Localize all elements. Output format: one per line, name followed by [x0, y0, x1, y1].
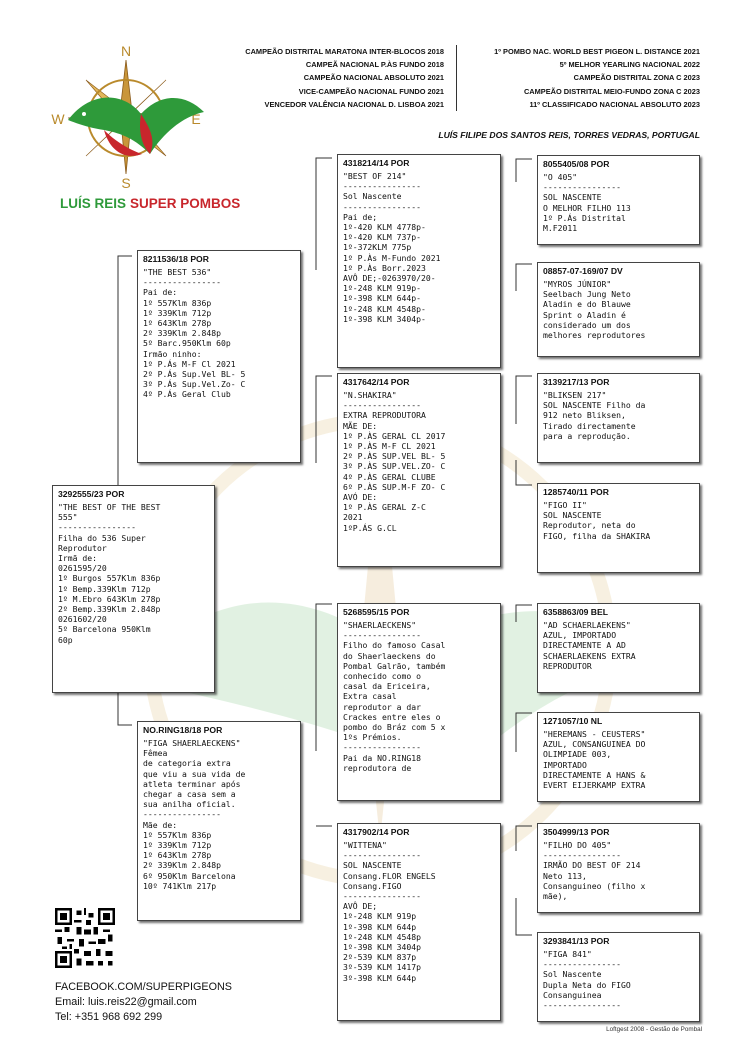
award-line: CAMPEÃO DISTRITAL MEIO-FUNDO ZONA C 2023: [523, 86, 700, 96]
ring-number: 3139217/13 POR: [543, 377, 610, 387]
pigeon-details: "AD SCHAERLAEKENS" AZUL, IMPORTADO DIRECTAMENTE A AD SCHAERLAEKENS EXTRA REPRODUTOR: [543, 620, 636, 671]
contact-info: [55, 980, 232, 1025]
pigeon-details: "FIGA 841" ---------------- Sol Nascente Dupla Neta do FIGO Consanguinea ----------------: [543, 949, 631, 1011]
ring-number: 1285740/11 POR: [543, 487, 609, 497]
ring-number: 6358863/09 BEL: [543, 607, 608, 617]
ring-number: 8055405/08 POR: [543, 159, 610, 169]
brand-name-green: LUÍS REIS: [59, 196, 126, 211]
award-line: CAMPEÃO DISTRITAL MARATONA INTER-BLOCOS 2018: [245, 47, 444, 56]
pigeon-details: "FIGO II" SOL NASCENTE Reprodutor, neta do FIGO, filha da SHAKIRA: [543, 500, 651, 541]
email-link[interactable]: Email: luis.reis22@gmail.com: [55, 996, 197, 1008]
pigeon-details: "BEST OF 214" ---------------- Sol Nascente ---------------- Pai de; 1º-420 KLM 4778p- 1º-420 KLM 737p- 1º-372KLM 775p 1º P.Às M-Fundo 2021 1º P.Às Borr.2023 AVÔ DE;-0263970/20- 1º-248 KLM 919p- 1º-398 KLM 644p- 1º-248 KLM 4548p- 1º-398 KLM 3404p-: [343, 171, 441, 324]
award-line: VENCEDOR VALÊNCIA NACIONAL D. LISBOA 2021: [264, 99, 444, 109]
compass-e-letter: E: [191, 111, 201, 127]
pedigree-card-sdd: [537, 483, 700, 573]
brand-name-red: SUPER POMBOS: [130, 196, 241, 211]
pigeon-details: "HEREMANS - CEUSTERS" AZUL, CONSANGUINEA DO OLIMPIADE 003, IMPORTADO DIRECTAMENTE A HANS & EVERT EIJERKAMP EXTRA: [543, 729, 646, 791]
ring-number: 3292555/23 POR: [58, 489, 125, 499]
ring-number: 3504999/13 POR: [543, 827, 610, 837]
pedigree-card-dam-dam: [337, 823, 501, 1021]
pedigree-card-sss: [537, 155, 700, 245]
pigeon-details: "THE BEST OF THE BEST 555" ---------------- Filha do 536 Super Reprodutor Irmã de: 0261595/20 1º Burgos 557Klm 836p 1º Bemp.339Klm 712p 1º M.Ebro 643Klm 278p 2º Bemp.339Klm 2.848p 0261602/20 5º Barcelona 950Klm 60p: [58, 502, 161, 645]
compass-n-letter: N: [120, 43, 132, 59]
software-credit: Loftgest 2008 - Gestão de Pombal: [606, 1026, 702, 1033]
pedigree-card-ddd: [537, 932, 700, 1022]
pedigree-card-ssd: [537, 262, 700, 357]
pedigree-card-dam: [137, 721, 301, 921]
award-line: 1º POMBO NAC. WORLD BEST PIGEON L. DISTANCE 2021: [494, 47, 700, 56]
ring-number: 4317902/14 POR: [343, 827, 410, 837]
ring-number: 8211536/18 POR: [143, 254, 209, 264]
ring-number: 5268595/15 POR: [343, 607, 410, 617]
pedigree-card-sds: [537, 373, 700, 463]
compass-s-letter: S: [121, 175, 131, 191]
pigeon-details: "BLIKSEN 217" SOL NASCENTE Filho da 912 neto Bliksen, Tirado directamente para a reprodução.: [543, 390, 646, 441]
pigeon-details: "O 405" ---------------- SOL NASCENTE O MELHOR FILHO 113 1º P.Ás Distrital M.F2011: [543, 172, 631, 234]
award-line: VICE-CAMPEÃO NACIONAL FUNDO 2021: [298, 86, 444, 96]
facebook-link[interactable]: FACEBOOK.COM/SUPERPIGEONS: [55, 981, 232, 993]
ring-number: 08857-07-169/07 DV: [543, 266, 623, 276]
compass-w-letter: W: [51, 111, 65, 127]
pedigree-card-dsd: [537, 712, 700, 802]
ring-number: 4317642/14 POR: [343, 377, 410, 387]
qr-code[interactable]: [55, 908, 115, 968]
ring-number: 3293841/13 POR: [543, 936, 610, 946]
pigeon-details: "THE BEST 536" ---------------- Pai de: 1º 557Klm 836p 1º 339Klm 712p 1º 643Klm 278p 2º 339Klm 2.848p 5º Barc.950Klm 60p Irmão ninho: 1º P.Ás M-F Cl 2021 2º P.Ás Sup.Vel BL- 5 3º P.Ás Sup.Vel.Zo- C 4º P.Ás Geral Club: [143, 267, 246, 400]
pedigree-card-subject: [52, 485, 215, 693]
pedigree-card-dam-sire: [337, 603, 501, 801]
phone-number[interactable]: Tel: +351 968 692 299: [55, 1011, 163, 1023]
pedigree-card-sire-dam: [337, 373, 501, 567]
ring-number: 4318214/14 POR: [343, 158, 410, 168]
pedigree-card-sire: [137, 250, 301, 463]
pigeon-details: "FILHO DO 405" ---------------- IRMÃO DO BEST OF 214 Neto 113, Consanguineo (filho x mãe),: [543, 840, 646, 902]
award-line: CAMPEÃO DISTRITAL ZONA C 2023: [573, 73, 700, 83]
ring-number: NO.RING18/18 POR: [143, 725, 223, 735]
award-line: CAMPEÃO NACIONAL ABSOLUTO 2021: [303, 73, 444, 83]
pedigree-card-dss: [537, 603, 700, 693]
pigeon-details: "FIGA SHAERLAECKENS" Fêmea de categoria extra que viu a sua vida de atleta terminar após chegar a casa sem a sua anilha oficial. ---------------- Mãe de: 1º 557Klm 836p 1º 339Klm 712p 1º 643Klm 278p 2º 339Klm 2.848p 6º 950Klm Barcelona 10º 741Klm 217p: [143, 738, 246, 891]
pigeon-details: "WITTENA" ---------------- SOL NASCENTE Consang.FLOR ENGELS Consang.FIGO ---------------- AVÔ DE; 1º-248 KLM 919p 1º-398 KLM 644p 1º-248 KLM 4548p 1º-398 KLM 3404p 2º-539 KLM 837p 3º-539 KLM 1417p 3º-398 KLM 644p: [343, 840, 436, 983]
ring-number: 1271057/10 NL: [543, 716, 603, 726]
pigeon-details: "MYROS JÚNIOR" Seelbach Jung Neto Aladin e do Blauwe Sprint o Aladin é considerado um dos melhores reprodutores: [543, 279, 646, 341]
pigeon-details: "N.SHAKIRA" ---------------- EXTRA REPRODUTORA MÃE DE: 1º P.ÀS GERAL CL 2017 1º P.ÀS M-F CL 2021 2º P.ÀS SUP.VEL BL- 5 3º P.ÀS SUP.VEL.ZO- C 4º P.ÀS GERAL CLUBE 6º P.ÀS SUP.M-F ZO- C AVÓ DE: 1º P.ÀS GERAL Z-C 2021 1ºP.ÁS G.CL: [343, 390, 446, 533]
owner-line: LUÍS FILIPE DOS SANTOS REIS, TORRES VEDRAS, PORTUGAL: [438, 130, 700, 140]
award-line: 11º CLASSIFICADO NACIONAL ABSOLUTO 2023: [529, 99, 700, 109]
pedigree-card-sire-sire: [337, 154, 501, 368]
pigeon-details: "SHAERLAECKENS" ---------------- Filho do famoso Casal do Shaerlaeckens do Pombal Galrão, também conhecido como o casal da Ericeira, Extra casal reprodutor a dar Crackes entre eles o pombo do Bráz com 5 x 1ºs Prémios. ---------------- Pai da NO.RING18 reprodutora de: [343, 620, 446, 773]
pedigree-card-dds: [537, 823, 700, 913]
award-line: 5º MELHOR YEARLING NACIONAL 2022: [559, 60, 700, 70]
award-line: CAMPEÃ NACIONAL P.ÀS FUNDO 2018: [305, 60, 444, 70]
